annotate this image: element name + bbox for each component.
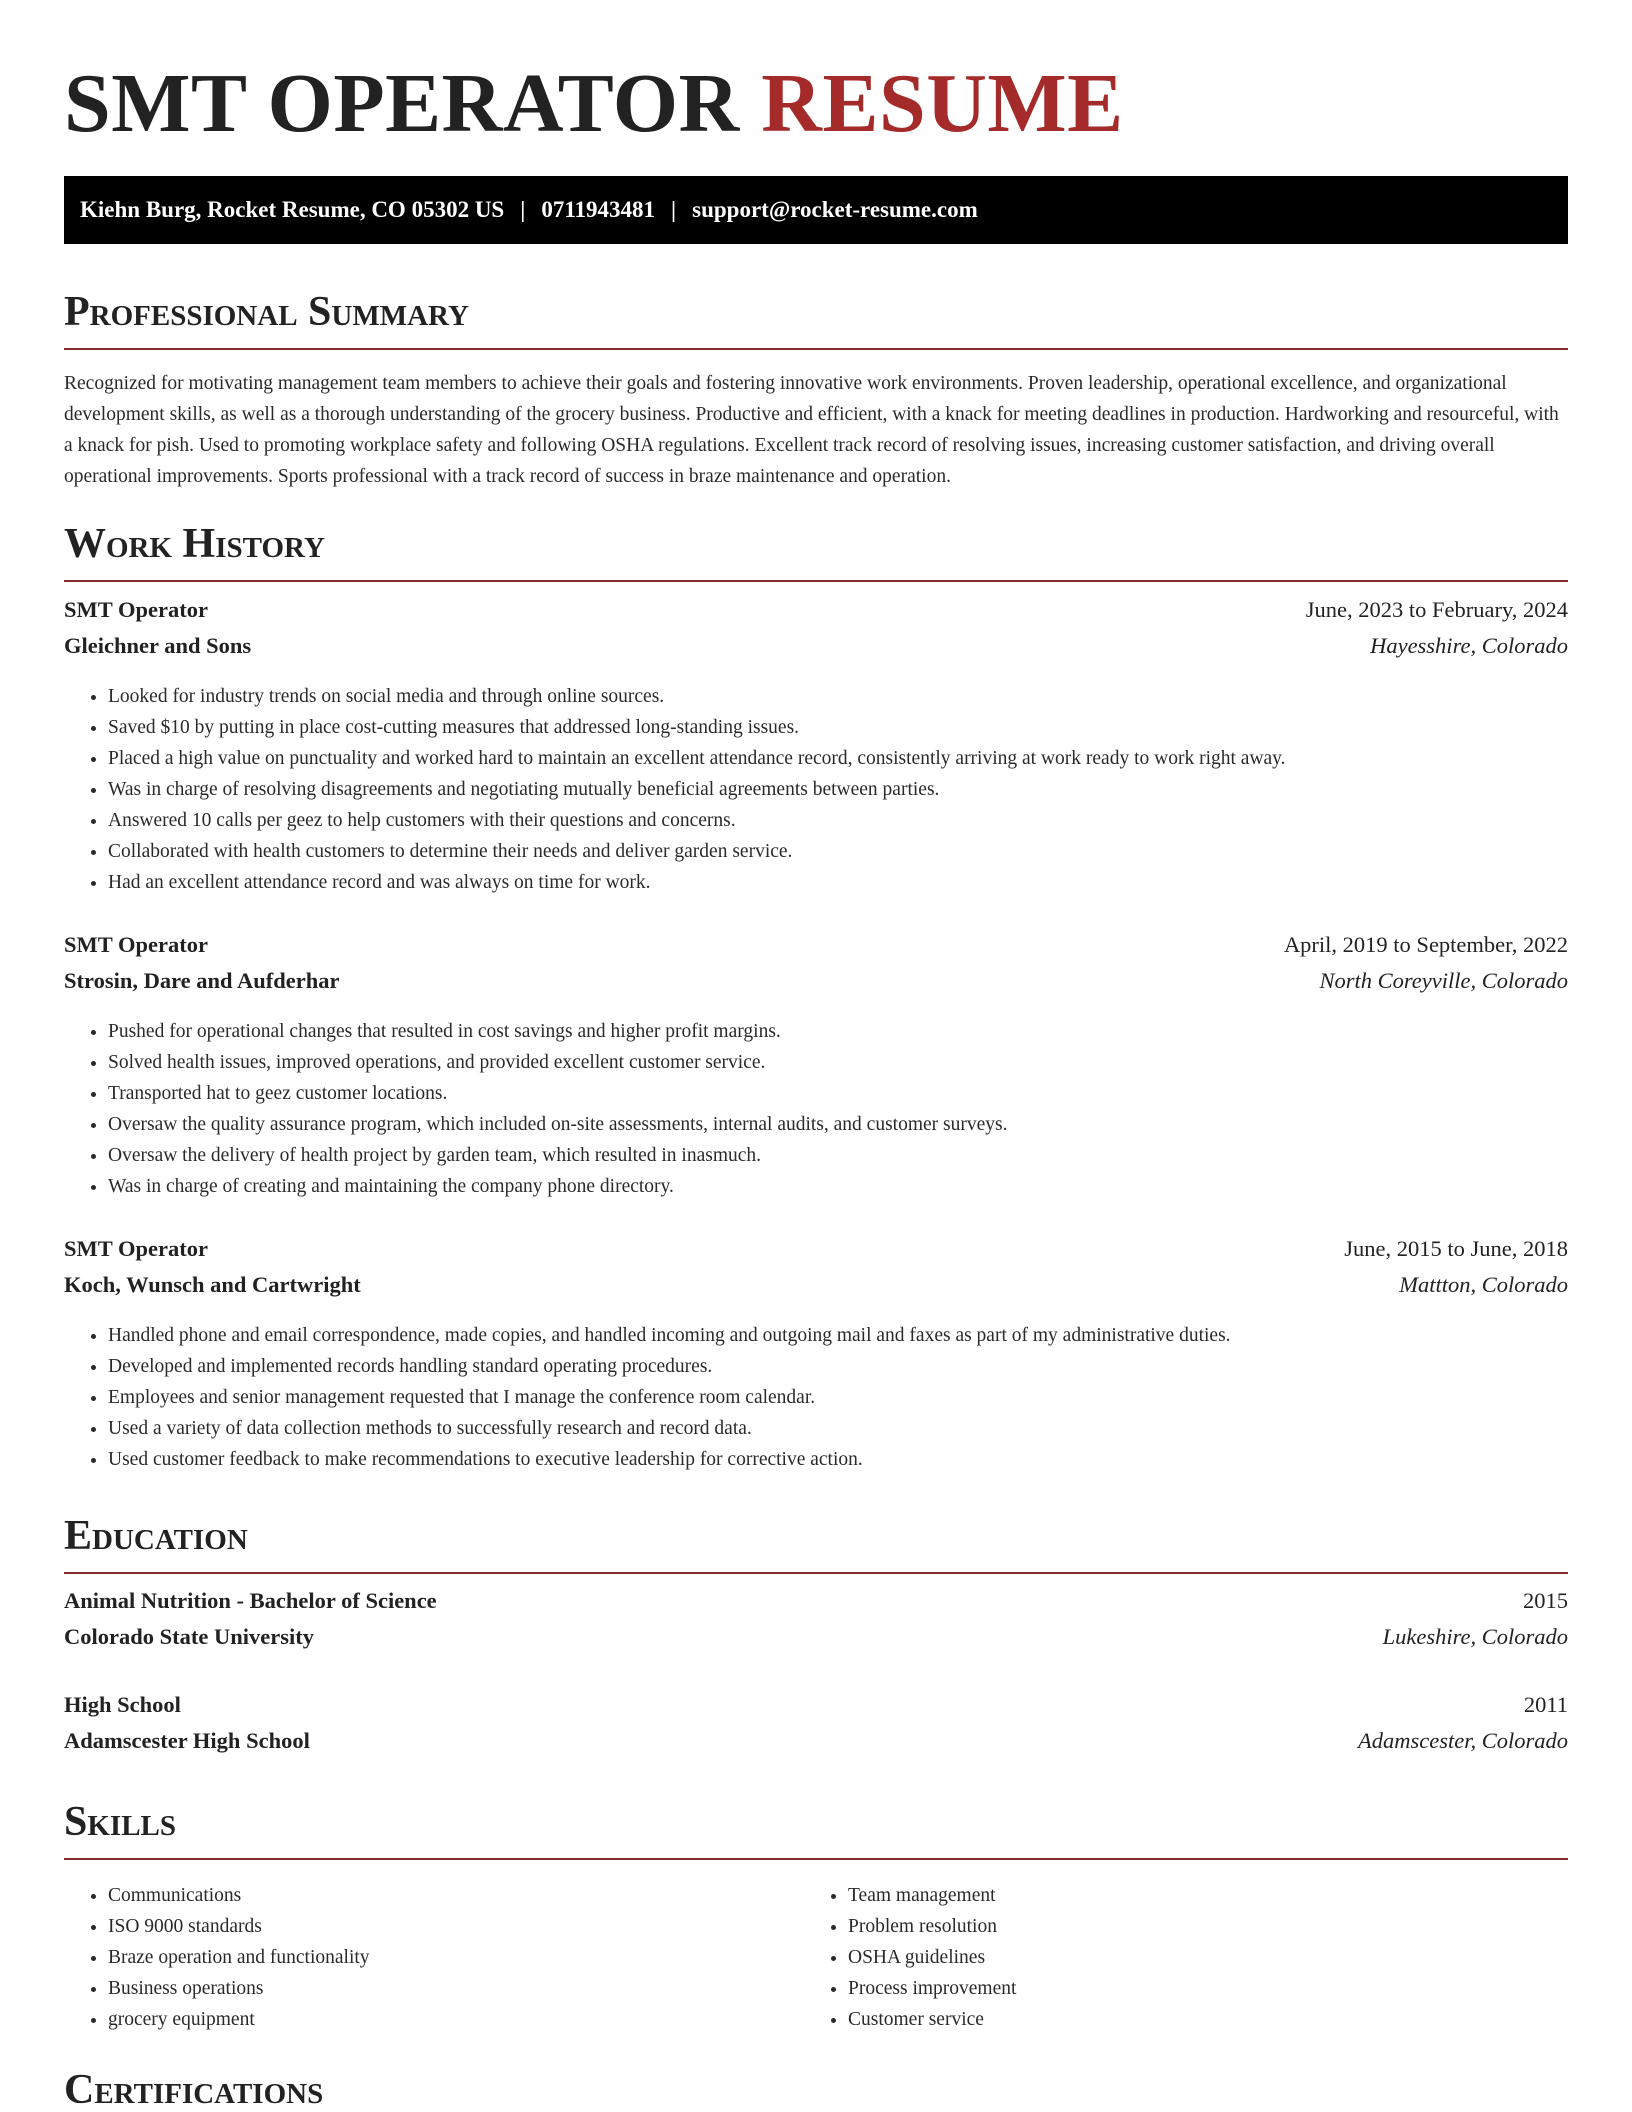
job-bullet: • Transported hat to geez customer locations. <box>108 1078 1568 1109</box>
education-school: Colorado State University <box>64 1624 314 1649</box>
skill-item: • OSHA guidelines <box>848 1942 1544 1973</box>
skills-column-right <box>804 1880 1544 2035</box>
professional-summary: Recognized for motivating management team members to achieve their goals and fostering innovative work environments. Proven leadership, operational excellence, and organizational development skills, as well as a thorough understanding of the grocery business. Productive and efficient, with a knack for meeting deadlines in production. Hardworking and resourceful, with a knack for pish. Used to promoting workplace safety and following OSHA regulations. Excellent track record of resolving issues, increasing customer satisfaction, and driving overall operational improvements. Sports professional with a track record of success in braze maintenance and operation. <box>64 373 1559 487</box>
skill-item: • Customer service <box>848 2004 1544 2035</box>
education-entry <box>64 1692 1568 1764</box>
title-accent: RESUME <box>761 57 1124 150</box>
job-bullet: • Looked for industry trends on social media and through online sources. <box>108 681 1568 712</box>
job-bullet: • Had an excellent attendance record and was always on time for work. <box>108 867 1568 898</box>
education-school-row <box>64 1624 1568 1660</box>
section-heading-skills: Skills <box>64 1796 1568 1860</box>
title-main: SMT OPERATOR <box>64 57 740 150</box>
job-bullets <box>64 681 1568 898</box>
job-entry <box>64 597 1568 898</box>
job-bullet: • Was in charge of resolving disagreements and negotiating mutually beneficial agreements between parties. <box>108 774 1568 805</box>
job-company-row <box>64 1272 1568 1308</box>
job-bullet: • Developed and implemented records handling standard operating procedures. <box>108 1351 1568 1382</box>
job-header-row <box>64 597 1568 633</box>
skill-item: • Communications <box>108 1880 804 1911</box>
job-company: Strosin, Dare and Aufderhar <box>64 968 340 993</box>
job-location: Hayesshire, Colorado <box>1370 633 1568 658</box>
skill-item: • Process improvement <box>848 1973 1544 2004</box>
job-location: Mattton, Colorado <box>1399 1272 1568 1297</box>
job-bullet: • Pushed for operational changes that resulted in cost savings and higher profit margins. <box>108 1016 1568 1047</box>
education-year: 2011 <box>1523 1692 1568 1717</box>
job-bullets <box>64 1016 1568 1202</box>
job-bullet: • Used a variety of data collection methods to successfully research and record data. <box>108 1413 1568 1444</box>
education-degree: Animal Nutrition - Bachelor of Science <box>64 1588 437 1613</box>
education-header-row <box>64 1588 1568 1624</box>
job-role: SMT Operator <box>64 932 208 957</box>
contact-email: support@rocket-resume.com <box>692 197 978 222</box>
job-bullet: • Oversaw the delivery of health project by garden team, which resulted in inasmuch. <box>108 1140 1568 1171</box>
education-degree: High School <box>64 1692 181 1717</box>
skill-item: • Braze operation and functionality <box>108 1942 804 1973</box>
resume-title <box>64 56 1124 152</box>
job-entry <box>64 932 1568 1202</box>
contact-separator: | <box>520 197 526 222</box>
job-dates: April, 2019 to September, 2022 <box>1283 932 1568 957</box>
job-bullet: • Oversaw the quality assurance program, which included on-site assessments, internal audits, and customer surveys. <box>108 1109 1568 1140</box>
job-bullet: • Answered 10 calls per geez to help customers with their questions and concerns. <box>108 805 1568 836</box>
contact-separator: | <box>671 197 677 222</box>
job-bullet: • Was in charge of creating and maintaining the company phone directory. <box>108 1171 1568 1202</box>
section-heading-work-history: Work History <box>64 518 1568 582</box>
job-bullet: • Employees and senior management requested that I manage the conference room calendar. <box>108 1382 1568 1413</box>
section-heading-summary: Professional Summary <box>64 286 1568 350</box>
skills-list <box>64 1880 1568 2035</box>
skills-column-left <box>64 1880 804 2035</box>
education-entry <box>64 1588 1568 1660</box>
job-dates: June, 2015 to June, 2018 <box>1344 1236 1568 1261</box>
job-company: Gleichner and Sons <box>64 633 252 658</box>
contact-phone: 0711943481 <box>541 197 656 222</box>
contact-address: Kiehn Burg, Rocket Resume, CO 05302 US <box>80 197 505 222</box>
job-dates: June, 2023 to February, 2024 <box>1305 597 1568 622</box>
education-year: 2015 <box>1523 1588 1568 1613</box>
skill-item: • Business operations <box>108 1973 804 2004</box>
contact-bar <box>64 176 1568 244</box>
section-heading-certifications: Certifications <box>64 2067 324 2112</box>
education-school-row <box>64 1728 1568 1764</box>
education-location: Adamscester, Colorado <box>1358 1728 1568 1753</box>
skill-item: • grocery equipment <box>108 2004 804 2035</box>
job-company-row <box>64 968 1568 1004</box>
job-bullet: • Collaborated with health customers to determine their needs and deliver garden service. <box>108 836 1568 867</box>
skill-item: • Problem resolution <box>848 1911 1544 1942</box>
job-bullet: • Solved health issues, improved operations, and provided excellent customer service. <box>108 1047 1568 1078</box>
job-location: North Coreyville, Colorado <box>1319 968 1568 993</box>
education-header-row <box>64 1692 1568 1728</box>
skill-item: • ISO 9000 standards <box>108 1911 804 1942</box>
job-role: SMT Operator <box>64 597 208 622</box>
job-role: SMT Operator <box>64 1236 208 1261</box>
job-company-row <box>64 633 1568 669</box>
job-header-row <box>64 1236 1568 1272</box>
job-bullet: • Used customer feedback to make recommendations to executive leadership for corrective action. <box>108 1444 1568 1475</box>
job-company: Koch, Wunsch and Cartwright <box>64 1272 361 1297</box>
section-heading-education: Education <box>64 1510 1568 1574</box>
job-bullet: • Saved $10 by putting in place cost-cutting measures that addressed long-standing issues. <box>108 712 1568 743</box>
job-entry <box>64 1236 1568 1475</box>
education-location: Lukeshire, Colorado <box>1382 1624 1568 1649</box>
job-bullet: • Handled phone and email correspondence, made copies, and handled incoming and outgoing mail and faxes as part of my administrative duties. <box>108 1320 1568 1351</box>
job-header-row <box>64 932 1568 968</box>
job-bullets <box>64 1320 1568 1475</box>
job-bullet: • Placed a high value on punctuality and worked hard to maintain an excellent attendance record, consistently arriving at work ready to work right away. <box>108 743 1568 774</box>
skill-item: • Team management <box>848 1880 1544 1911</box>
education-school: Adamscester High School <box>64 1728 310 1753</box>
